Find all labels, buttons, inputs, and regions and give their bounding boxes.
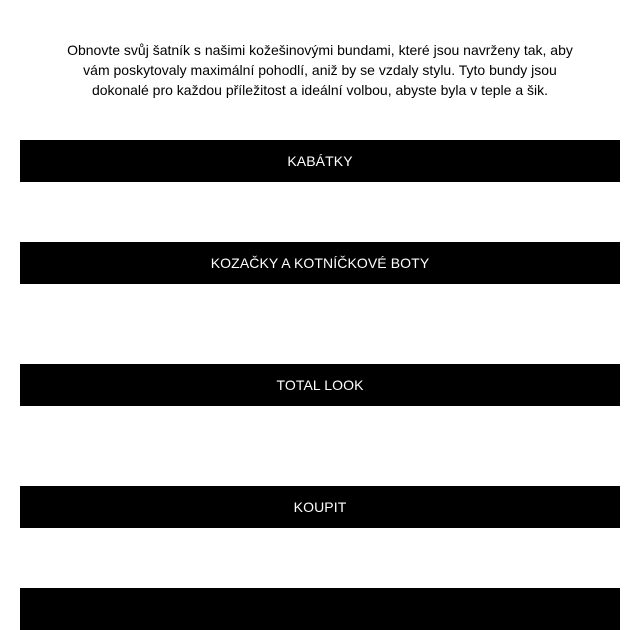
partial-button[interactable] xyxy=(20,588,620,630)
kozacky-button[interactable]: KOZAČKY A KOTNÍČKOVÉ BOTY xyxy=(20,242,620,284)
kabatky-button[interactable]: KABÁTKY xyxy=(20,140,620,182)
total-look-button[interactable]: TOTAL LOOK xyxy=(20,364,620,406)
intro-paragraph: Obnovte svůj šatník s našimi kožešinovými bundami, které jsou navrženy tak, aby vám poskytovaly maximální pohodlí, aniž by se vzdaly stylu. Tyto bundy jsou dokonalé pro každou příležitost a ideální volbou, abyste byla v teple a šik. xyxy=(67,42,573,98)
koupit-button[interactable]: KOUPIT xyxy=(20,486,620,528)
